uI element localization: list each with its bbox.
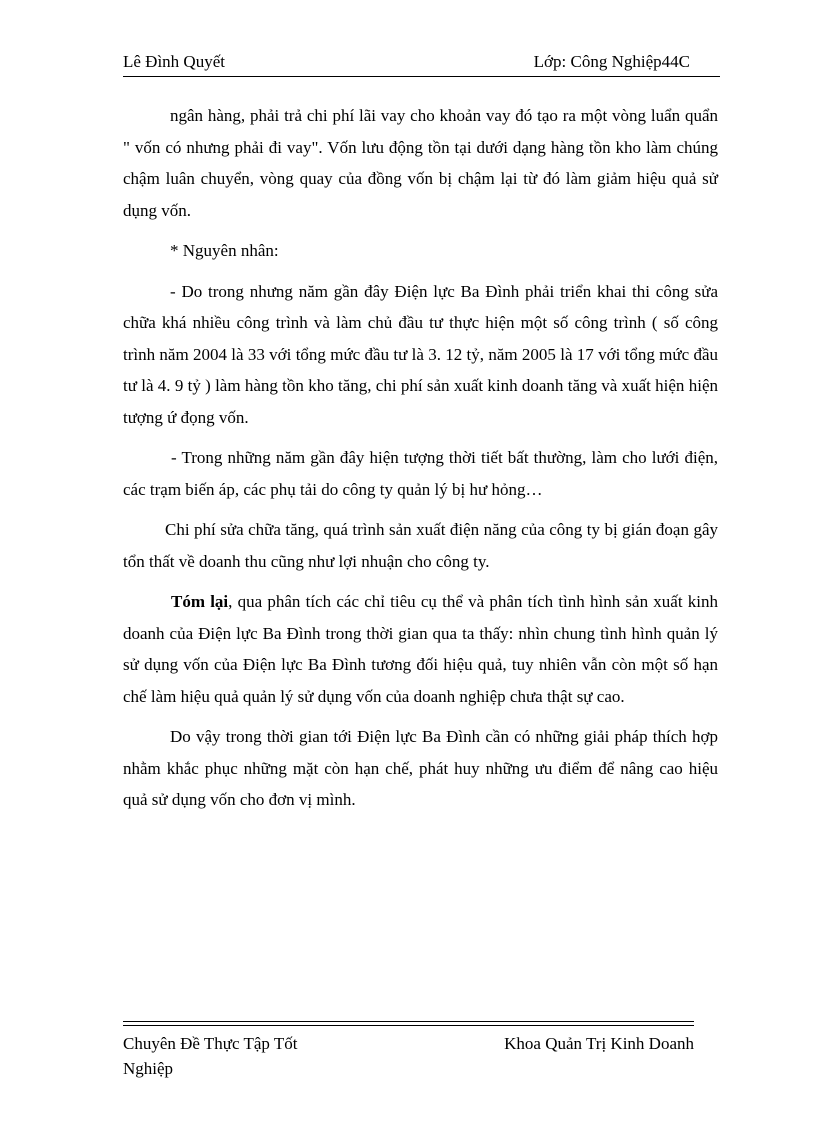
paragraph-repair-costs: Chi phí sửa chữa tăng, quá trình sản xuất điện năng của công ty bị gián đoạn gây tổn thất về doanh thu cũng như lợi nhuận cho công ty. — [123, 520, 718, 571]
paragraph-summary — [123, 586, 718, 712]
summary-label: Tóm lại — [171, 592, 229, 611]
paragraph-cause-construction: - Do trong nhưng năm gần đây Điện lực Ba Đình phải triển khai thi công sửa chữa khá nhiều công trình và làm chủ đầu tư thực hiện một số công trình ( số công trình năm 2004 là 33 với tổng mức đầu tư là 3. 12 tỷ, năm 2005 là 17 với tổng mức đầu tư là 4. 9 tỷ ) làm hàng tồn kho tăng, chi phí sản xuất kinh doanh tăng và xuất hiện hiện tượng ứ đọng vốn. — [123, 281, 718, 427]
paragraph-cause-weather: - Trong những năm gần đây hiện tượng thời tiết bất thường, làm cho lưới điện, các trạm biến áp, các phụ tải do công ty quản lý bị hư hỏng… — [123, 448, 718, 499]
header-author: Lê Đình Quyết — [123, 52, 225, 71]
footer-divider-thick — [123, 1021, 694, 1022]
footer-report-title: Chuyên Đề Thực Tập Tốt Nghiệp — [123, 1034, 298, 1078]
footer-faculty: Khoa Quản Trị Kinh Doanh — [504, 1034, 694, 1053]
page-header — [123, 52, 720, 74]
paragraph-conclusion: Do vậy trong thời gian tới Điện lực Ba Đình cần có những giải pháp thích hợp nhằm khắc phục những mặt còn hạn chế, phát huy những ưu điểm để nâng cao hiệu quả sử dụng vốn cho đơn vị mình. — [123, 727, 718, 809]
paragraph-cause-heading: * Nguyên nhân: — [170, 241, 279, 260]
footer-divider-thin — [123, 1025, 694, 1026]
document-body — [123, 100, 718, 825]
paragraph-loan-cycle: ngân hàng, phải trả chi phí lãi vay cho khoản vay đó tạo ra một vòng luẩn quẩn " vốn có nhưng phải đi vay". Vốn lưu động tồn tại dưới dạng hàng tồn kho làm chúng chậm luân chuyển, vòng quay của đồng vốn bị chậm lại từ đó làm giảm hiệu quả sử dụng vốn. — [123, 106, 718, 220]
header-class: Lớp: Công Nghiệp44C — [533, 52, 690, 71]
header-divider — [123, 76, 720, 77]
summary-text: , qua phân tích các chỉ tiêu cụ thể và phân tích tình hình sản xuất kinh doanh của Điện lực Ba Đình trong thời gian qua ta thấy: nhìn chung tình hình quản lý sử dụng vốn của Điện lực Ba Đình tương đối hiệu quả, tuy nhiên vẫn còn một số hạn chế làm hiệu quả quản lý sử dụng vốn của doanh nghiệp chưa thật sự cao. — [123, 592, 719, 706]
